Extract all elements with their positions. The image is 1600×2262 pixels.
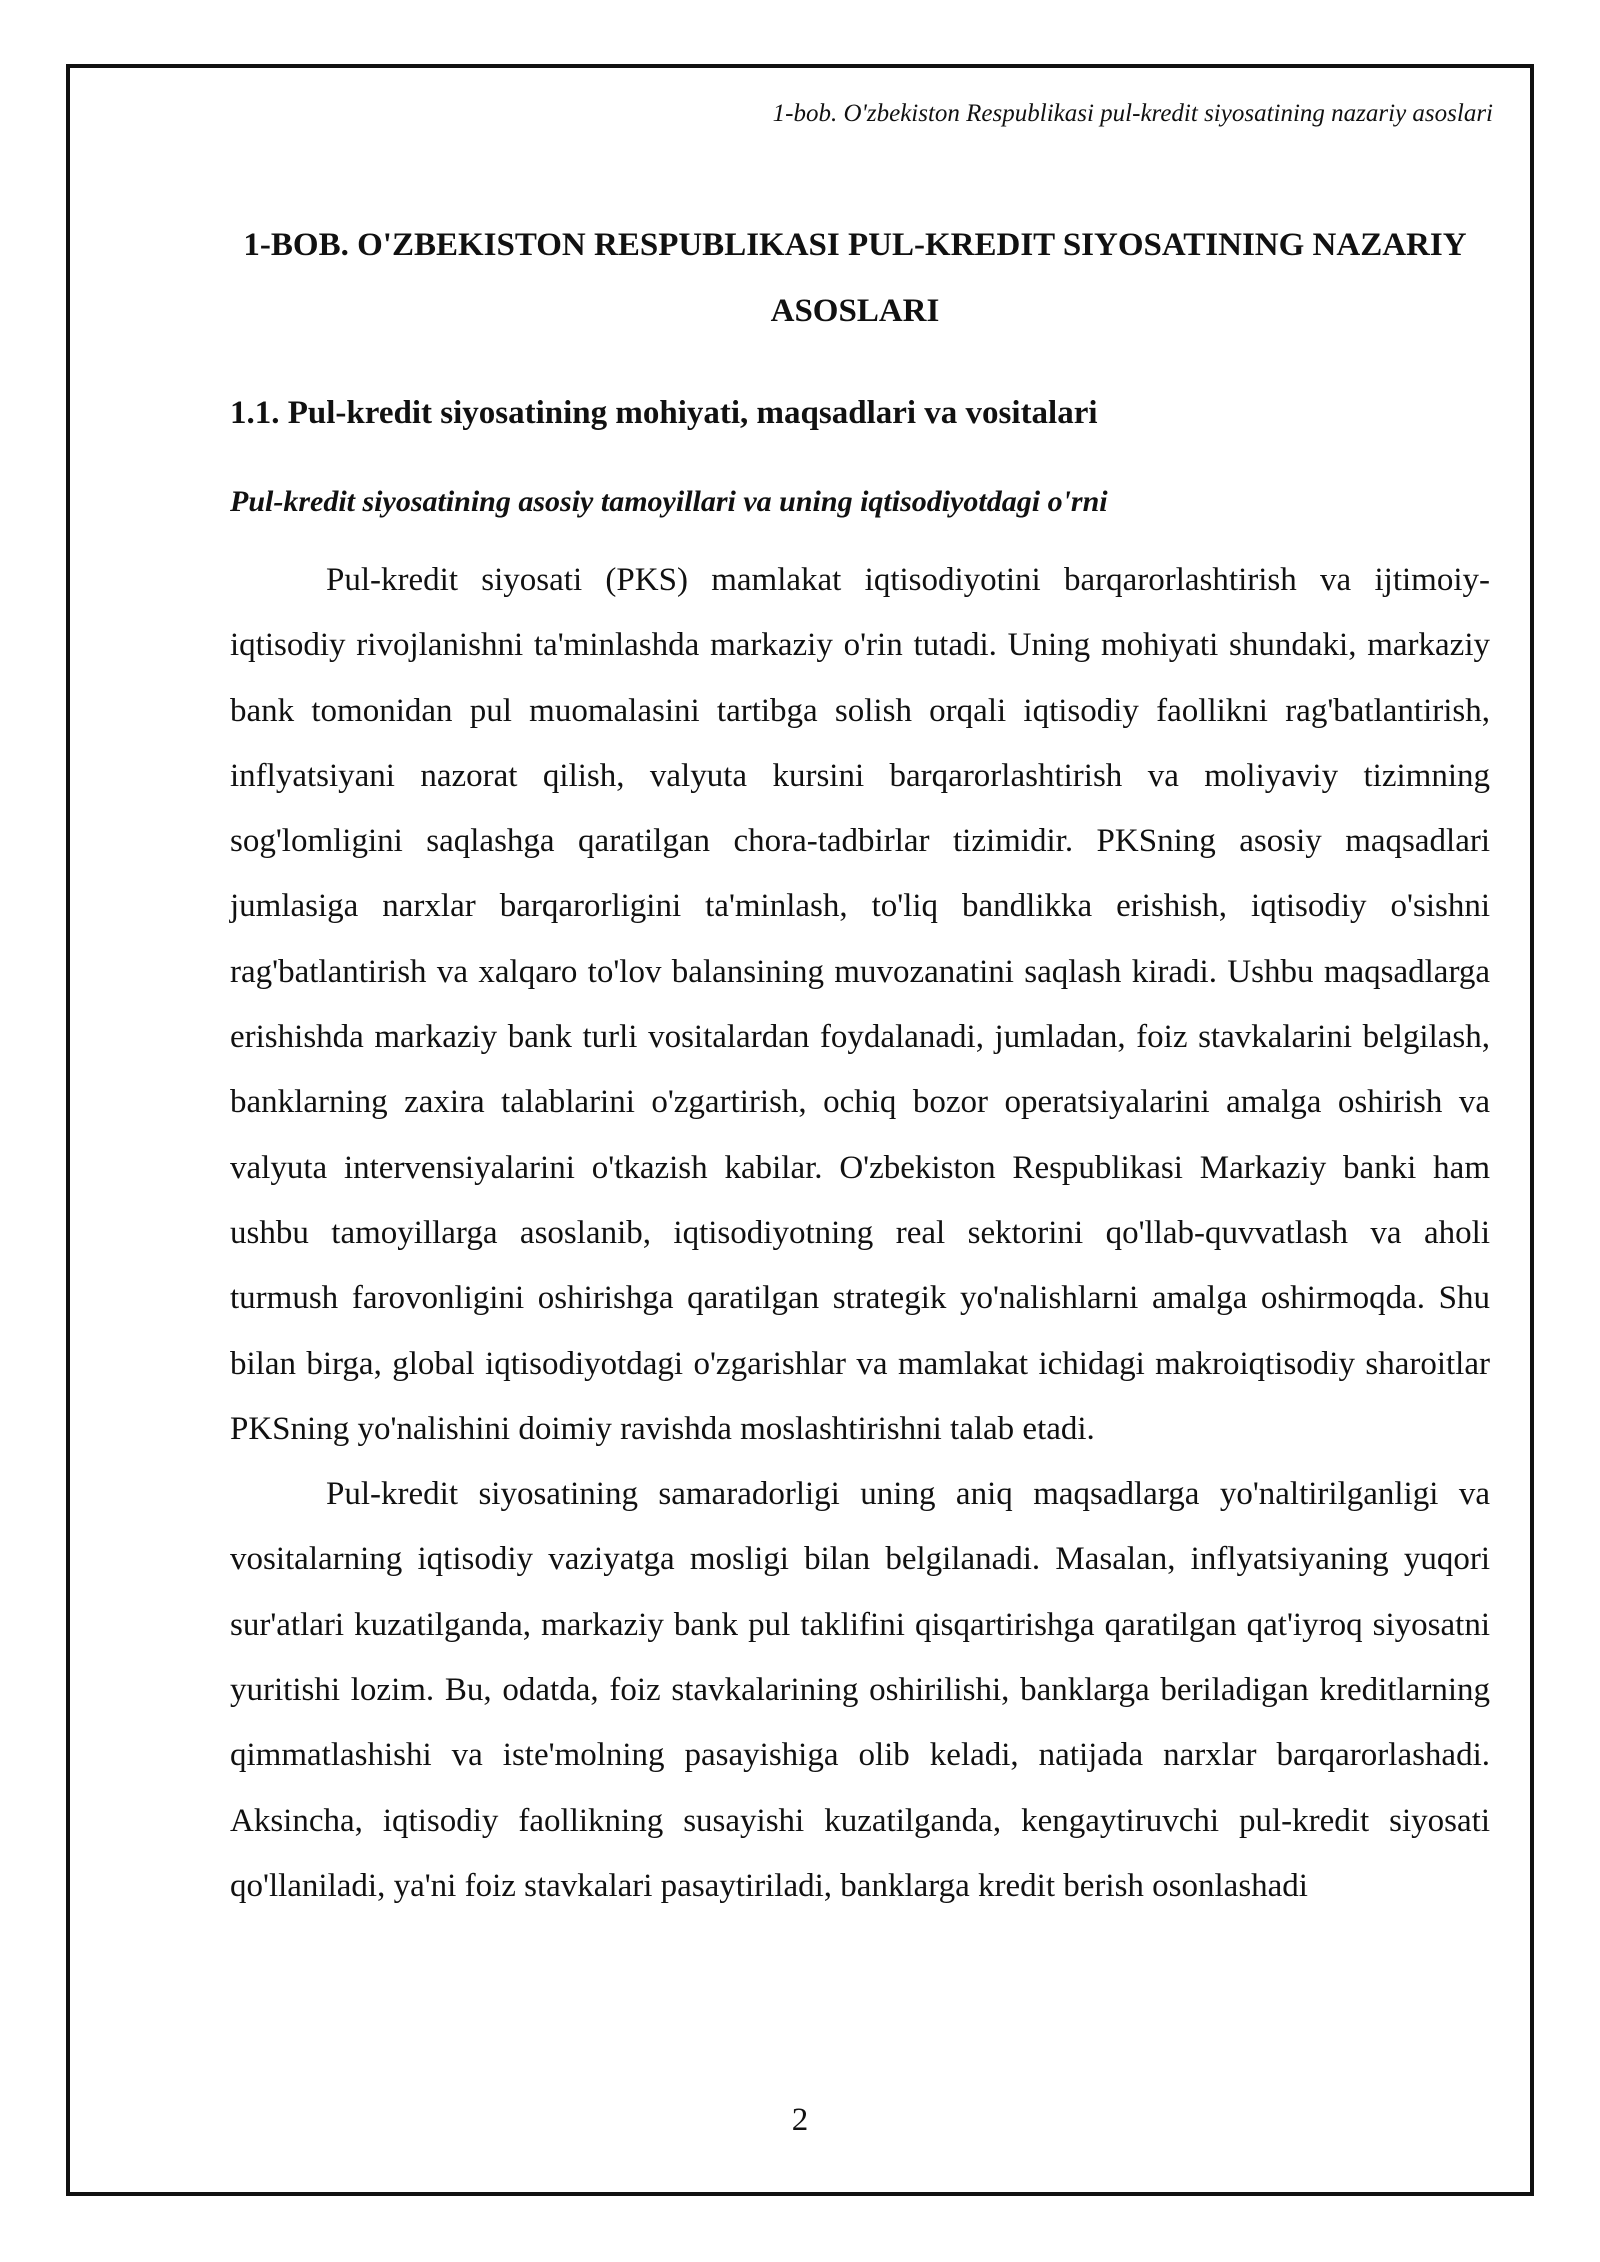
paragraph: Pul-kredit siyosatining samaradorligi uning aniq maqsadlarga yo'naltirilganligi va vositalarning iqtisodiy vaziyatga mosligi bilan belgilanadi. Masalan, inflyatsiyaning yuqori sur'atlari kuzatilganda, markaziy bank pul taklifini qisqartirishga qaratilgan qat'iyroq siyosatni yuritishi lozim. Bu, odatda, foiz stavkalarining oshirilishi, banklarga beriladigan kreditlarning qimmatlashishi va iste'molning pasayishiga olib keladi, natijada narxlar barqarorlashadi. Aksincha, iqtisodiy faollikning susayishi kuzatilganda, kengaytiruvchi pul-kredit siyosati qo'llaniladi, ya'ni foiz stavkalari pasaytiriladi, banklarga kredit berish osonlashadi [230, 1476, 1490, 1904]
paragraph: Pul-kredit siyosati (PKS) mamlakat iqtisodiyotini barqarorlashtirish va ijtimoiy-iqtisodiy rivojlanishni ta'minlashda markaziy o'rin tutadi. Uning mohiyati shundaki, markaziy bank tomonidan pul muomalasini tartibga solish orqali iqtisodiy faollikni rag'batlantirish, inflyatsiyani nazorat qilish, valyuta kursini barqarorlashtirish va moliyaviy tizimning sog'lomligini saqlashga qaratilgan chora-tadbirlar tizimidir. PKSning asosiy maqsadlari jumlasiga narxlar barqarorligini ta'minlash, to'liq bandlikka erishish, iqtisodiy o'sishni rag'batlantirish va xalqaro to'lov balansining muvozanatini saqlash kiradi. Ushbu maqsadlarga erishishda markaziy bank turli vositalardan foydalanadi, jumladan, foiz stavkalarini belgilash, banklarning zaxira talablarini o'zgartirish, ochiq bozor operatsiyalarini amalga oshirish va valyuta intervensiyalarini o'tkazish kabilar. O'zbekiston Respublikasi Markaziy banki ham ushbu tamoyillarga asoslanib, iqtisodiyotning real sektorini qo'llab-quvvatlash va aholi turmush farovonligini oshirishga qaratilgan strategik yo'nalishlarni amalga oshirmoqda. Shu bilan birga, global iqtisodiyotdagi o'zgarishlar va mamlakat ichidagi makroiqtisodiy sharoitlar PKSning yo'nalishini doimiy ravishda moslashtirishni talab etadi. [230, 562, 1490, 1447]
body-text [230, 548, 1490, 1919]
section-heading: 1.1. Pul-kredit siyosatining mohiyati, maqsadlari va vositalari [230, 395, 1098, 431]
subsection-heading: Pul-kredit siyosatining asosiy tamoyillari va uning iqtisodiyotdagi o'rni [230, 485, 1108, 518]
chapter-title: 1-BOB. O'ZBEKISTON RESPUBLIKASI PUL-KREDIT SIYOSATINING NAZARIY ASOSLARI [243, 227, 1467, 329]
page-number: 2 [791, 2102, 809, 2138]
running-header: 1-bob. O'zbekiston Respublikasi pul-kredit siyosatining nazariy asoslari [772, 100, 1493, 127]
